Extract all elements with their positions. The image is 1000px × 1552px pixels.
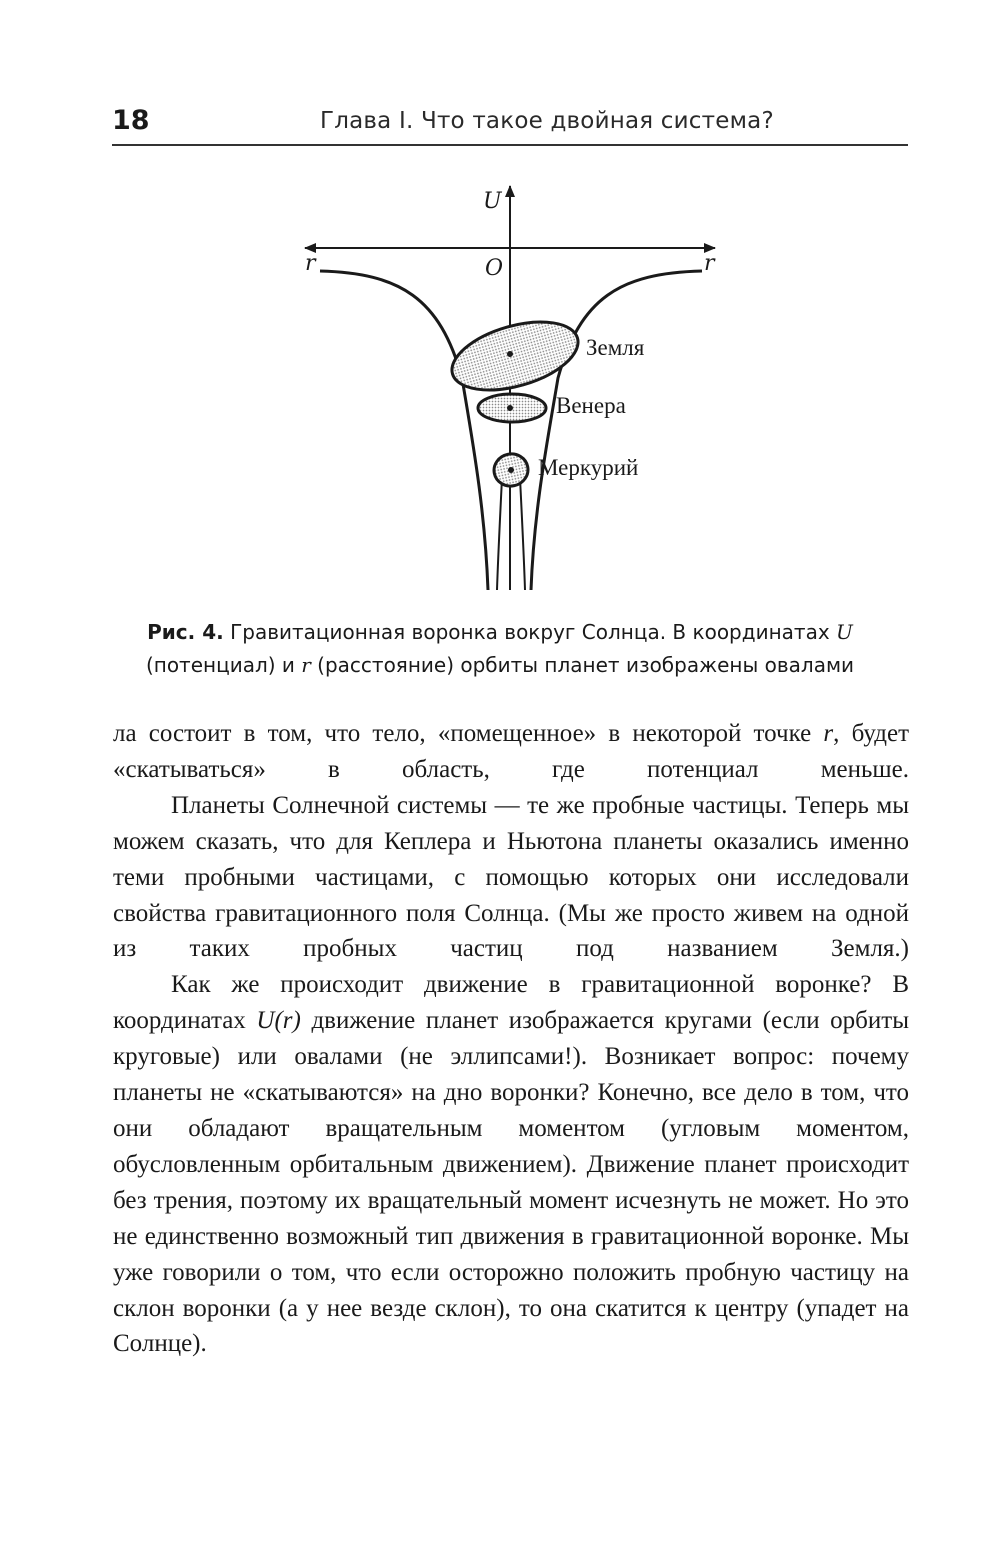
r-axis-right-label: r xyxy=(704,251,715,276)
paragraph-2: Планеты Солнечной системы — те же пробные частицы. Теперь мы можем сказать, что для Кеплера и Ньютона планеты оказались именно теми пробными частицами, с помощью которых они исследовали свойства гравитационного поля Солнца. (Мы же просто живем на одной из таких пробных частиц под названием Земля.) xyxy=(113,791,909,963)
body-text xyxy=(113,716,909,1362)
p1-var-r: r xyxy=(823,720,834,747)
figure-gravity-funnel xyxy=(290,178,730,598)
paragraph-1 xyxy=(113,716,909,788)
funnel-left-inner xyxy=(497,478,502,590)
earth-dot xyxy=(507,351,513,357)
venus-label: Венера xyxy=(556,393,626,418)
page-number: 18 xyxy=(112,105,150,136)
origin-label: O xyxy=(485,256,504,281)
page-header xyxy=(112,100,908,146)
caption-text-2: (потенциал) и xyxy=(145,653,302,677)
p1-text-b: , будет «скатываться» в область, где потенциал меньше. xyxy=(113,720,910,783)
mercury-label: Меркурий xyxy=(538,455,639,480)
funnel-diagram xyxy=(290,178,730,598)
mercury-dot xyxy=(508,467,514,473)
caption-text-3: (расстояние) орбиты планет изображены овалами xyxy=(310,653,855,677)
caption-label: Рис. 4. xyxy=(147,620,224,644)
r-axis-left-label: r xyxy=(305,251,316,276)
p1-text-a: ла состоит в том, что тело, «помещенное» в некоторой точке xyxy=(113,720,824,747)
u-axis-label: U xyxy=(483,189,502,214)
earth-orbit xyxy=(444,309,586,403)
caption-text-1: Гравитационная воронка вокруг Солнца. В координатах xyxy=(223,620,837,644)
venus-dot xyxy=(507,405,513,411)
p3-text-a: Как же происходит движение в гравитационной воронке? В координатах xyxy=(113,971,909,1035)
funnel-right-inner xyxy=(520,478,525,590)
earth-label: Земля xyxy=(586,335,645,360)
p3-var-ur: U(r) xyxy=(256,1007,301,1035)
funnel-left-outer xyxy=(320,271,488,590)
caption-var-u: U xyxy=(836,620,853,644)
figure-caption xyxy=(120,616,880,682)
funnel-right-outer xyxy=(531,271,702,590)
p3-text-b: движение планет изображается кругами (если орбиты круговые) или овалами (не эллипсами!). Возникает вопрос: почему планеты не «скатываются» на дно воронки? Конечно, все дело в том, что они обладают вращательным моментом (угловым моментом, обусловленным орбитальным движением). Движение планет происходит без трения, поэтому их вращательный момент исчезнуть не может. Но это не единственно возможный тип движения в гравитационной воронке. Мы уже говорили о том, что если осторожно положить пробную частицу на склон воронки (а у нее везде склон), то она скатится к центру (упадет на Солнце). xyxy=(113,1007,909,1358)
caption-var-r: r xyxy=(301,653,311,677)
running-title: Глава I. Что такое двойная система? xyxy=(320,108,774,134)
paragraph-3 xyxy=(113,967,909,1362)
